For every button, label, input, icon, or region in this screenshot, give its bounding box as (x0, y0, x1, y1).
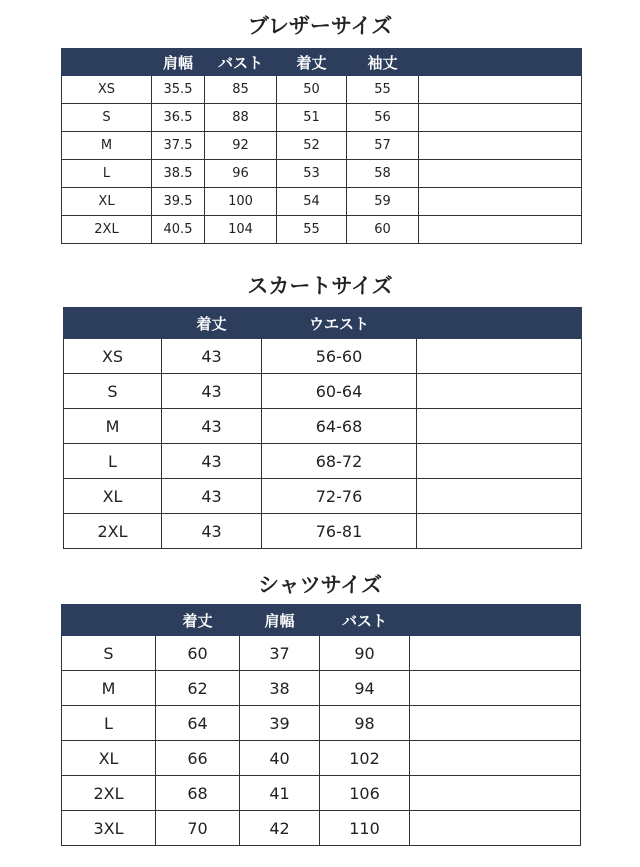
table-row (64, 514, 582, 549)
size-label-cell: L (62, 706, 156, 741)
skirt-size-table (63, 307, 582, 549)
size-label-cell: M (62, 671, 156, 706)
table-row (62, 188, 582, 216)
skirt-size-title: スカートサイズ (247, 273, 393, 298)
size-label-cell: XS (64, 339, 162, 374)
table-cell: 64-68 (262, 409, 417, 444)
column-header: 肩幅 (240, 605, 320, 636)
table-cell: 43 (162, 339, 262, 374)
column-header (419, 49, 582, 76)
shirt-size-title: シャツサイズ (258, 572, 382, 597)
table-cell: 96 (205, 160, 277, 188)
blazer-size-table (61, 48, 582, 244)
table-row (62, 160, 582, 188)
table-cell: 58 (347, 160, 419, 188)
table-cell (419, 160, 582, 188)
size-label-cell: S (62, 104, 152, 132)
column-header (417, 308, 582, 339)
table-row (62, 636, 581, 671)
table-cell: 62 (156, 671, 240, 706)
table-cell: 60 (156, 636, 240, 671)
size-label-cell: 2XL (62, 216, 152, 244)
column-header: 肩幅 (152, 49, 205, 76)
table-cell: 60-64 (262, 374, 417, 409)
table-cell: 55 (277, 216, 347, 244)
column-header: 袖丈 (347, 49, 419, 76)
table-cell: 40 (240, 741, 320, 776)
table-cell: 52 (277, 132, 347, 160)
table-cell: 85 (205, 76, 277, 104)
table-cell: 43 (162, 479, 262, 514)
table-row (64, 409, 582, 444)
table-cell: 94 (320, 671, 410, 706)
table-cell: 57 (347, 132, 419, 160)
table-cell (419, 216, 582, 244)
column-header: バスト (205, 49, 277, 76)
table-cell: 37.5 (152, 132, 205, 160)
size-label-cell: M (64, 409, 162, 444)
header-row (62, 605, 581, 636)
size-label-cell: L (64, 444, 162, 479)
table-cell: 55 (347, 76, 419, 104)
table-cell: 43 (162, 374, 262, 409)
table-cell: 98 (320, 706, 410, 741)
table-cell: 106 (320, 776, 410, 811)
table-row (62, 776, 581, 811)
size-label-cell: 2XL (62, 776, 156, 811)
table-cell: 64 (156, 706, 240, 741)
table-cell: 110 (320, 811, 410, 846)
table-cell (417, 444, 582, 479)
table-row (64, 479, 582, 514)
table-cell (410, 776, 581, 811)
table-row (64, 339, 582, 374)
table-row (62, 706, 581, 741)
column-header: ウエスト (262, 308, 417, 339)
table-cell: 43 (162, 444, 262, 479)
header-row (64, 308, 582, 339)
table-cell: 35.5 (152, 76, 205, 104)
table-cell: 50 (277, 76, 347, 104)
table-cell: 53 (277, 160, 347, 188)
table-cell: 102 (320, 741, 410, 776)
table-row (62, 216, 582, 244)
table-cell: 43 (162, 514, 262, 549)
table-cell (417, 479, 582, 514)
size-label-cell: S (62, 636, 156, 671)
table-cell: 56 (347, 104, 419, 132)
shirt-size-table (61, 604, 581, 846)
size-label-cell: L (62, 160, 152, 188)
table-cell (417, 374, 582, 409)
size-label-cell: XL (64, 479, 162, 514)
table-cell: 56-60 (262, 339, 417, 374)
table-cell: 72-76 (262, 479, 417, 514)
table-cell (417, 514, 582, 549)
table-cell: 88 (205, 104, 277, 132)
table-row (64, 444, 582, 479)
table-row (62, 671, 581, 706)
table-cell: 68-72 (262, 444, 417, 479)
column-header (62, 49, 152, 76)
size-label-cell: M (62, 132, 152, 160)
table-cell: 38 (240, 671, 320, 706)
table-cell (419, 104, 582, 132)
table-cell (419, 76, 582, 104)
table-cell: 68 (156, 776, 240, 811)
table-cell (417, 409, 582, 444)
table-cell: 40.5 (152, 216, 205, 244)
size-label-cell: XL (62, 188, 152, 216)
size-label-cell: 3XL (62, 811, 156, 846)
table-cell: 60 (347, 216, 419, 244)
table-row (62, 76, 582, 104)
table-cell (410, 671, 581, 706)
table-cell: 76-81 (262, 514, 417, 549)
size-label-cell: XS (62, 76, 152, 104)
column-header: 着丈 (277, 49, 347, 76)
size-label-cell: 2XL (64, 514, 162, 549)
table-cell: 36.5 (152, 104, 205, 132)
table-cell: 51 (277, 104, 347, 132)
table-cell: 66 (156, 741, 240, 776)
table-cell: 37 (240, 636, 320, 671)
table-row (62, 104, 582, 132)
table-cell: 54 (277, 188, 347, 216)
table-cell: 41 (240, 776, 320, 811)
table-cell (410, 811, 581, 846)
column-header: 着丈 (162, 308, 262, 339)
table-cell (410, 636, 581, 671)
header-row (62, 49, 582, 76)
table-cell: 100 (205, 188, 277, 216)
size-label-cell: XL (62, 741, 156, 776)
table-cell: 42 (240, 811, 320, 846)
table-cell: 39.5 (152, 188, 205, 216)
column-header (64, 308, 162, 339)
table-cell (410, 706, 581, 741)
table-cell: 59 (347, 188, 419, 216)
table-row (62, 132, 582, 160)
column-header (62, 605, 156, 636)
table-cell (410, 741, 581, 776)
column-header: 着丈 (156, 605, 240, 636)
table-cell (417, 339, 582, 374)
table-cell: 39 (240, 706, 320, 741)
column-header (410, 605, 581, 636)
table-cell: 104 (205, 216, 277, 244)
table-cell: 38.5 (152, 160, 205, 188)
table-cell (419, 188, 582, 216)
table-cell: 43 (162, 409, 262, 444)
blazer-size-title: ブレザーサイズ (247, 13, 393, 38)
table-row (64, 374, 582, 409)
table-row (62, 811, 581, 846)
column-header: バスト (320, 605, 410, 636)
table-cell: 92 (205, 132, 277, 160)
table-cell: 70 (156, 811, 240, 846)
table-row (62, 741, 581, 776)
table-cell (419, 132, 582, 160)
size-label-cell: S (64, 374, 162, 409)
table-cell: 90 (320, 636, 410, 671)
